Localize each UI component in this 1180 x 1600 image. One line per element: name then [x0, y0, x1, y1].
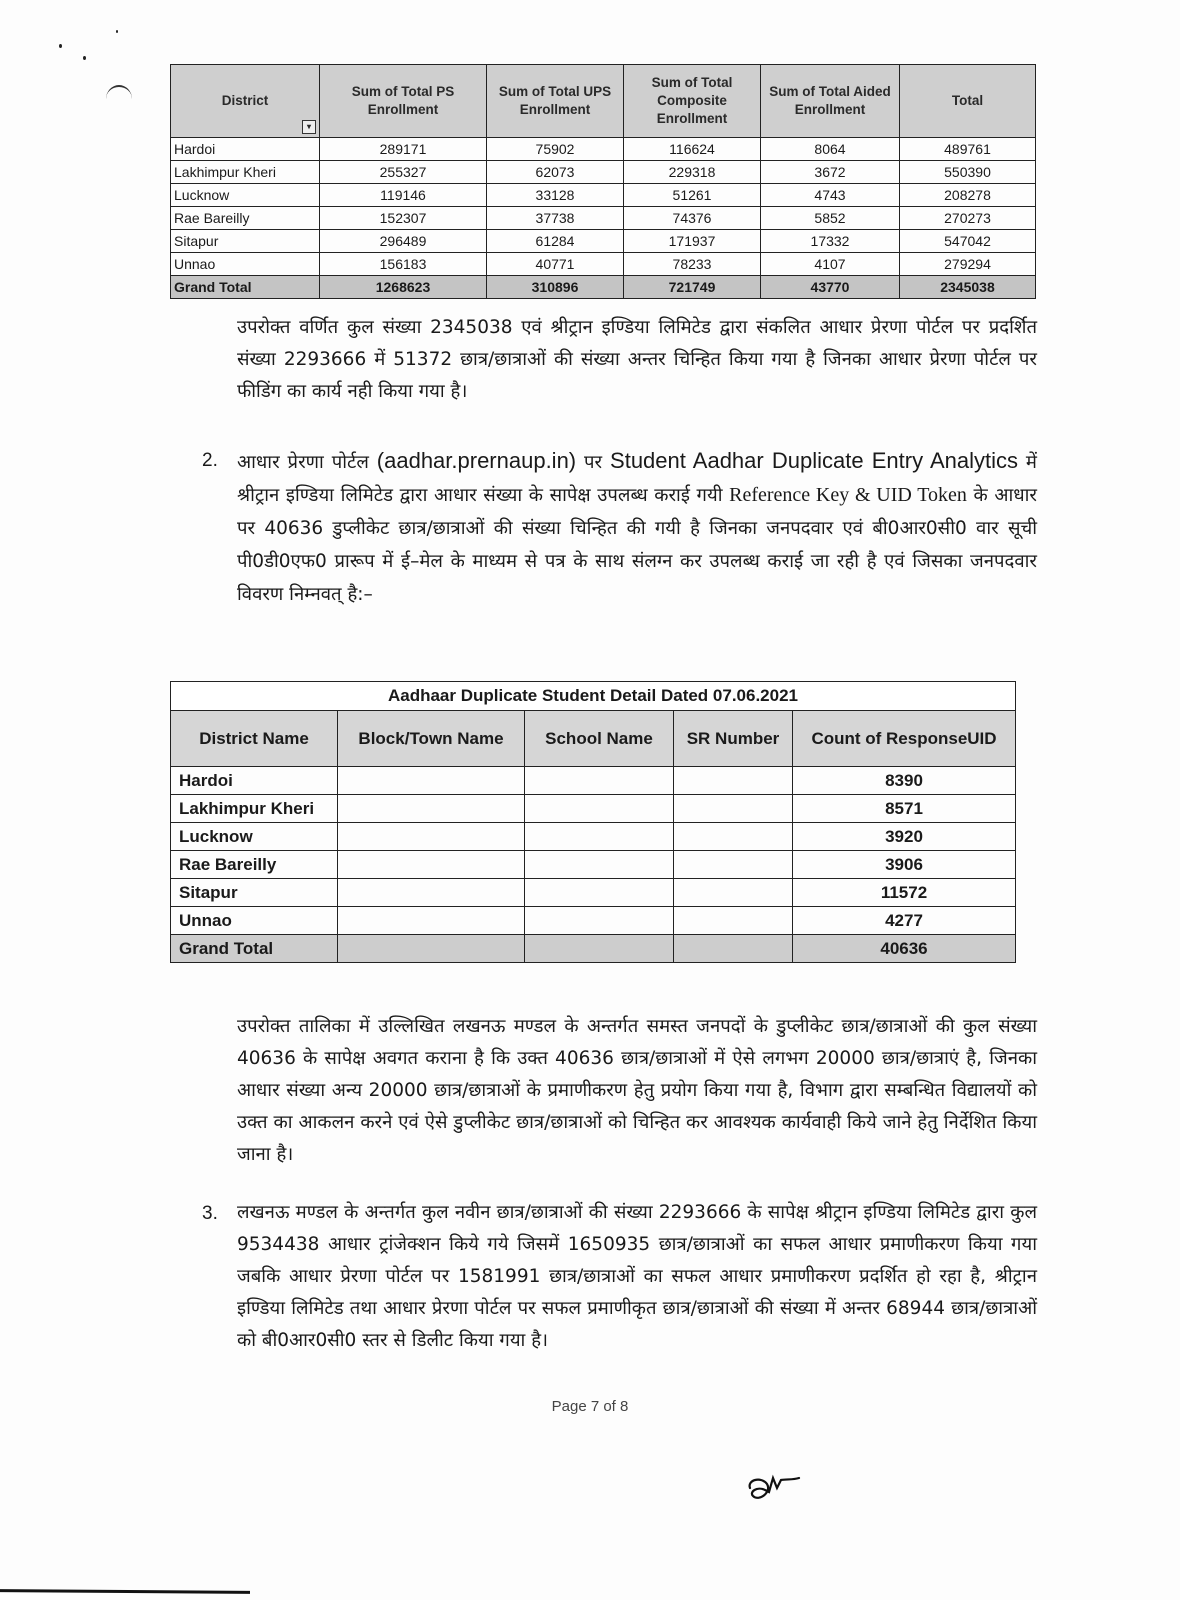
enrollment-table — [170, 64, 1036, 299]
ups-cell: 61284 — [487, 230, 624, 253]
school-cell — [525, 823, 674, 851]
count-cell: 8571 — [793, 795, 1016, 823]
school-cell — [525, 795, 674, 823]
school-cell — [525, 935, 674, 963]
composite-cell: 116624 — [624, 138, 761, 161]
block-cell — [338, 823, 525, 851]
total-cell: 279294 — [900, 253, 1036, 276]
sr-cell — [674, 907, 793, 935]
ups-cell: 37738 — [487, 207, 624, 230]
count-cell: 4277 — [793, 907, 1016, 935]
district-cell: Sitapur — [171, 230, 320, 253]
district-cell: Lucknow — [171, 184, 320, 207]
header-aided: Sum of Total Aided Enrollment — [761, 65, 900, 138]
ps-cell: 255327 — [320, 161, 487, 184]
scan-speck — [83, 56, 86, 60]
district-cell: Grand Total — [171, 935, 338, 963]
table-row — [171, 851, 1016, 879]
total-cell: 550390 — [900, 161, 1036, 184]
header-school-name: School Name — [525, 711, 674, 767]
sr-cell — [674, 795, 793, 823]
summary-paragraph: उपरोक्त वर्णित कुल संख्या 2345038 एवं श्रीट्रान इण्डिया लिमिटेड द्वारा संकलित आधार प्रेरणा पोर्टल पर प्रदर्शित संख्या 2293666 में 51372 छात्र/छात्राओं की संख्या अन्तर चिन्हित किया गया है जिनका आधार प्रेरणा पोर्टल पर फीडिंग का कार्य नही किया गया है। — [237, 317, 1037, 402]
count-cell: 8390 — [793, 767, 1016, 795]
block-cell — [338, 935, 525, 963]
duplicate-student-table — [170, 681, 1016, 963]
scan-speck — [116, 30, 118, 33]
duplicate-table-header — [171, 711, 1016, 767]
grand-total-row — [171, 276, 1036, 299]
composite-cell: 74376 — [624, 207, 761, 230]
total-cell: 270273 — [900, 207, 1036, 230]
enrollment-table-header — [171, 65, 1036, 138]
table-row — [171, 823, 1016, 851]
aided-cell: 43770 — [761, 276, 900, 299]
school-cell — [525, 767, 674, 795]
district-cell: Sitapur — [171, 879, 338, 907]
count-cell: 40636 — [793, 935, 1016, 963]
ps-cell: 152307 — [320, 207, 487, 230]
table-row — [171, 161, 1036, 184]
aided-cell: 5852 — [761, 207, 900, 230]
ps-cell: 119146 — [320, 184, 487, 207]
sr-cell — [674, 935, 793, 963]
filter-dropdown-icon[interactable]: ▾ — [302, 120, 316, 134]
table-row — [171, 795, 1016, 823]
block-cell — [338, 767, 525, 795]
list-number-2: 2. — [202, 450, 218, 471]
total-cell: 489761 — [900, 138, 1036, 161]
ps-cell: 1268623 — [320, 276, 487, 299]
scan-speck — [59, 44, 62, 48]
table-row — [171, 767, 1016, 795]
ps-cell: 289171 — [320, 138, 487, 161]
scan-edge-line — [0, 1589, 250, 1594]
header-ps: Sum of Total PS Enrollment — [320, 65, 487, 138]
header-total: Total — [900, 65, 1036, 138]
table-row — [171, 879, 1016, 907]
school-cell — [525, 851, 674, 879]
duplicate-summary-paragraph: उपरोक्त तालिका में उल्लिखित लखनऊ मण्डल के अन्तर्गत समस्त जनपदों के डुप्लीकेट छात्र/छात्राओं की कुल संख्या 40636 के सापेक्ष अवगत कराना है कि उक्त 40636 छात्र/छात्राओं में ऐसे लगभग 20000 छात्र/छात्राएं है, जिनका आधार संख्या अन्य 20000 छात्र/छात्राओं के प्रमाणीकरण हेतु प्रयोग किया गया है, विभाग द्वारा सम्बन्धित विद्यालयों को उक्त का आकलन करने एवं ऐसे डुप्लीकेट छात्र/छात्राओं को चिन्हित कर आवश्यक कार्यवाही किये जाने हेतु निर्देशित किया जाना है। — [237, 1016, 1037, 1165]
ups-cell: 33128 — [487, 184, 624, 207]
total-cell: 2345038 — [900, 276, 1036, 299]
item-3-paragraph: लखनऊ मण्डल के अन्तर्गत कुल नवीन छात्र/छात्राओं की संख्या 2293666 के सापेक्ष श्रीट्रान इण्डिया लिमिटेड द्वारा कुल 9534438 आधार ट्रांजेक्शन किये गये जिसमें 1650935 छात्र/छात्राओं का सफल आधार प्रमाणीकरण किया गया जबकि आधार प्रेरणा पोर्टल पर 1581991 छात्र/छात्राओं का सफल आधार प्रमाणीकरण प्रदर्शित हो रहा है, श्रीट्रान इण्डिया लिमिटेड तथा आधार प्रेरणा पोर्टल पर सफल प्रमाणीकृत छात्र/छात्राओं की संख्या में अन्तर 68944 छात्र/छात्राओं को बी0आर0सी0 स्तर से डिलीट किया गया है। — [237, 1202, 1037, 1351]
total-cell: 547042 — [900, 230, 1036, 253]
reference-key-text: Reference Key & UID Token — [729, 484, 967, 506]
ps-cell: 296489 — [320, 230, 487, 253]
ups-cell: 310896 — [487, 276, 624, 299]
sr-cell — [674, 823, 793, 851]
district-cell: Rae Bareilly — [171, 851, 338, 879]
grand-total-row — [171, 935, 1016, 963]
district-cell: Unnao — [171, 253, 320, 276]
aided-cell: 4107 — [761, 253, 900, 276]
ups-cell: 75902 — [487, 138, 624, 161]
composite-cell: 171937 — [624, 230, 761, 253]
composite-cell: 78233 — [624, 253, 761, 276]
count-cell: 3920 — [793, 823, 1016, 851]
district-cell: Hardoi — [171, 138, 320, 161]
table-row — [171, 138, 1036, 161]
header-composite: Sum of Total Composite Enrollment — [624, 65, 761, 138]
aided-cell: 8064 — [761, 138, 900, 161]
header-count-uid: Count of ResponseUID — [793, 711, 1016, 767]
composite-cell: 721749 — [624, 276, 761, 299]
table-row — [171, 207, 1036, 230]
header-block-town: Block/Town Name — [338, 711, 525, 767]
header-district: District ▾ — [171, 65, 320, 138]
district-cell: Hardoi — [171, 767, 338, 795]
signature-mark — [745, 1472, 805, 1506]
sr-cell — [674, 767, 793, 795]
district-cell: Rae Bareilly — [171, 207, 320, 230]
header-sr-number: SR Number — [674, 711, 793, 767]
block-cell — [338, 795, 525, 823]
header-ups: Sum of Total UPS Enrollment — [487, 65, 624, 138]
total-cell: 208278 — [900, 184, 1036, 207]
block-cell — [338, 851, 525, 879]
aided-cell: 4743 — [761, 184, 900, 207]
header-district-name: District Name — [171, 711, 338, 767]
block-cell — [338, 879, 525, 907]
item-2-paragraph: आधार प्रेरणा पोर्टल (aadhar.prernaup.in) पर Student Aadhar Duplicate Entry Analytics में श्रीट्रान इण्डिया लिमिटेड द्वारा आधार संख्या के सापेक्ष उपलब्ध कराई गयी Reference Key & UID Token के आधार पर 40636 डुप्लीकेट छात्र/छात्राओं की संख्या चिन्हित की गयी है जिनका जनपदवार एवं बी0आर0सी0 वार सूची पी0डी0एफ0 प्रारूप में ई–मेल के माध्यम से पत्र के साथ संलग्न कर उपलब्ध कराई जा रही है एवं जिसका जनपदवार विवरण निम्नवत् है:– — [237, 448, 1037, 605]
sr-cell — [674, 879, 793, 907]
district-cell: Lakhimpur Kheri — [171, 161, 320, 184]
district-cell: Lucknow — [171, 823, 338, 851]
table-row — [171, 253, 1036, 276]
page-number: Page 7 of 8 — [551, 1398, 629, 1415]
table-title: Aadhaar Duplicate Student Detail Dated 07.06.2021 — [171, 682, 1016, 711]
composite-cell: 51261 — [624, 184, 761, 207]
analytics-title: Student Aadhar Duplicate Entry Analytics — [610, 448, 1019, 473]
table-row — [171, 230, 1036, 253]
count-cell: 3906 — [793, 851, 1016, 879]
district-cell: Lakhimpur Kheri — [171, 795, 338, 823]
composite-cell: 229318 — [624, 161, 761, 184]
aided-cell: 17332 — [761, 230, 900, 253]
portal-link[interactable]: (aadhar.prernaup.in) — [376, 448, 577, 473]
table-row — [171, 184, 1036, 207]
table-row — [171, 907, 1016, 935]
sr-cell — [674, 851, 793, 879]
ps-cell: 156183 — [320, 253, 487, 276]
list-number-3: 3. — [202, 1203, 218, 1224]
school-cell — [525, 907, 674, 935]
count-cell: 11572 — [793, 879, 1016, 907]
ups-cell: 62073 — [487, 161, 624, 184]
aided-cell: 3672 — [761, 161, 900, 184]
district-cell: Unnao — [171, 907, 338, 935]
punch-hole-mark — [106, 85, 132, 113]
district-cell: Grand Total — [171, 276, 320, 299]
block-cell — [338, 907, 525, 935]
ups-cell: 40771 — [487, 253, 624, 276]
school-cell — [525, 879, 674, 907]
